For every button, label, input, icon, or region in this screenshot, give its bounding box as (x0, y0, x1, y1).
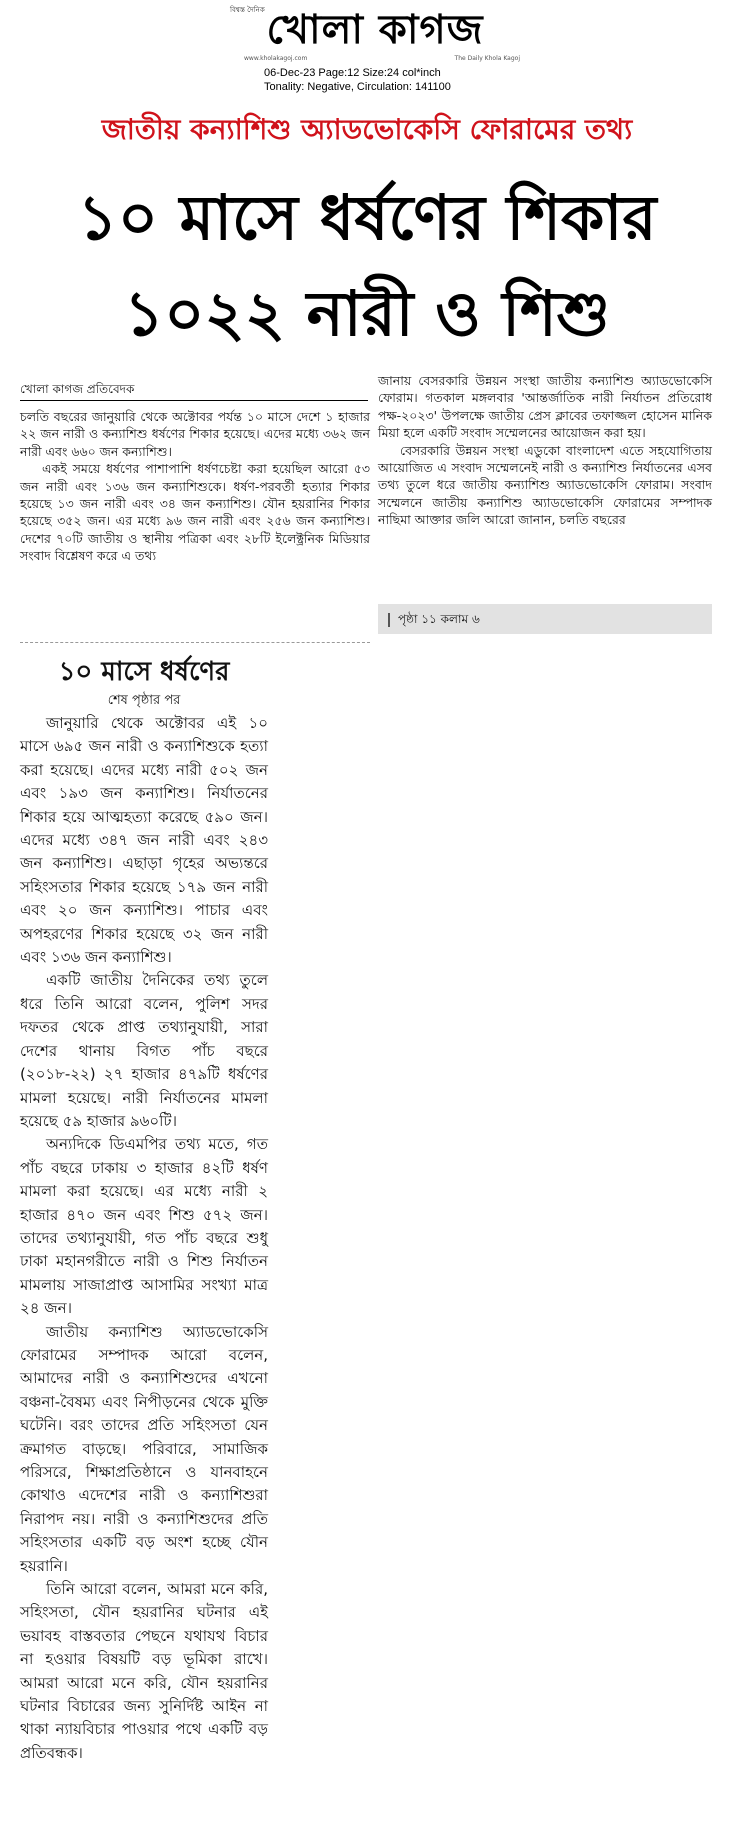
masthead-website: www.kholakagoj.com (244, 55, 308, 62)
article-kicker: জাতীয় কন্যাশিশু অ্যাডভোকেসি ফোরামের তথ্য (101, 113, 633, 146)
jump-bar-icon (388, 613, 390, 627)
paragraph: জানায় বেসরকারি উন্নয়ন সংস্থা জাতীয় কন্যাশিশু অ্যাডভোকেসি ফোরাম। গতকাল মঙ্গলবার 'আন্তর্জাতিক নারী নির্যাতন প্রতিরোধ পক্ষ-২০২৩' উপলক্ষে জাতীয় প্রেস ক্লাবের তফাজ্জল হোসেন মানিক মিয়া হলে একটি সংবাদ সম্মেলনের আয়োজন করা হয়। (378, 373, 712, 441)
clip-meta-line2: Tonality: Negative, Circulation: 141100 (264, 81, 451, 93)
clip-meta-line1: 06-Dec-23 Page:12 Size:24 col*inch (264, 67, 441, 79)
section-divider (20, 642, 370, 643)
headline-line-1: ১০ মাসে ধর্ষণের শিকার (77, 181, 657, 254)
masthead-english-name: The Daily Khola Kagoj (454, 55, 520, 62)
paragraph: চলতি বছরের জানুয়ারি থেকে অক্টোবর পর্যন্ত ১০ মাসে দেশে ১ হাজার ২২ জন নারী ও কন্যাশিশু ধর্ষণের শিকার হয়েছে। এদের মধ্যে ৩৬২ জন নারী এবং ৬৬০ জন কন্যাশিশু। (20, 409, 370, 459)
headline-line-2: ১০২২ নারী ও শিশু (123, 277, 611, 350)
clip-metadata (264, 66, 504, 94)
article-column-1 (20, 408, 370, 565)
continuation-subhead: শেষ পৃষ্ঠার পর (107, 693, 181, 708)
paragraph: জানুয়ারি থেকে অক্টোবর এই ১০ মাসে ৬৯৫ জন নারী ও কন্যাশিশুকে হত্যা করা হয়েছে। এদের মধ্যে নারী ৫০২ জন এবং ১৯৩ জন কন্যাশিশু। নির্যাতনের শিকার হয়ে আত্মহত্যা করেছে ৫৯০ জন। এদের মধ্যে ৩৪৭ জন নারী এবং ২৪৩ জন কন্যাশিশু। এছাড়া গৃহের অভ্যন্তরে সহিংসতার শিকার হয়েছে ১৭৯ জন নারী এবং ২০ জন কন্যাশিশু। পাচার এবং অপহরণের শিকার হয়েছে ৩২ জন নারী এবং ১৩৬ জন কন্যাশিশু। (20, 714, 268, 967)
paragraph: বেসরকারি উন্নয়ন সংস্থা এডুকো বাংলাদেশ এতে সহযোগিতায় আয়োজিত এ সংবাদ সম্মেলনেই নারী ও কন্যাশিশু নির্যাতনের এসব তথ্য তুলে ধরে জাতীয় কন্যাশিশু অ্যাডভোকেসি ফোরাম। সংবাদ সম্মেলনে জাতীয় কন্যাশিশু অ্যাডভোকেসি ফোরামের সম্পাদক নাছিমা আক্তার জলি আরো জানান, চলতি বছরের (378, 442, 712, 528)
paragraph: একটি জাতীয় দৈনিকের তথ্য তুলে ধরে তিনি আরো বলেন, পুলিশ সদর দফতর থেকে প্রাপ্ত তথ্যানুযায়ী, সারা দেশের থানায় বিগত পাঁচ বছরে (২০১৮-২২) ২৭ হাজার ৪৭৯টি ধর্ষণের মামলা হয়েছে। নারী নির্যাতনের মামলা হয়েছে ৫৯ হাজার ৯৬০টি। (20, 971, 268, 1130)
paragraph: অন্যদিকে ডিএমপির তথ্য মতে, গত পাঁচ বছরে ঢাকায় ৩ হাজার ৪২টি ধর্ষণ মামলা করা হয়েছে। এর মধ্যে নারী ২ হাজার ৪৭০ জন এবং শিশু ৫৭২ জন। তাদের তথ্যানুযায়ী, গত পাঁচ বছরে শুধু ঢাকা মহানগরীতে নারী ও শিশু নির্যাতন মামলায় সাজাপ্রাপ্ত আসামির সংখ্যা মাত্র ২৪ জন। (20, 1135, 268, 1318)
paragraph: একই সময়ে ধর্ষণের পাশাপাশি ধর্ষণচেষ্টা করা হয়েছিল আরো ৫৩ জন নারী এবং ১৩৬ জন কন্যাশিশুকে। ধর্ষণ-পরবর্তী হত্যার শিকার হয়েছে ১৩ জন নারী এবং ৩৪ জন কন্যাশিশু। যৌন হয়রানির শিকার হয়েছে ৩৫২ জন। এর মধ্যে ৯৬ জন নারী এবং ২৫৬ জন কন্যাশিশু। দেশের ৭০টি জাতীয় ও স্থানীয় পত্রিকা এবং ২৮টি ইলেক্ট্রনিক মিডিয়ার সংবাদ বিশ্লেষণ করে এ তথ্য (20, 461, 370, 564)
masthead-tagline: বিশ্বস্ত দৈনিক (230, 6, 265, 14)
article-byline: খোলা কাগজ প্রতিবেদক (20, 381, 368, 401)
article-headline (0, 170, 734, 362)
paragraph: জাতীয় কন্যাশিশু অ্যাডভোকেসি ফোরামের সম্পাদক আরো বলেন, আমাদের নারী ও কন্যাশিশুদের এখনো বঞ্চনা-বৈষম্য এবং নিপীড়নের থেকে মুক্তি ঘটেনি। বরং তাদের প্রতি সহিংসতা যেন ক্রমাগত বাড়ছে। পরিবারে, সামাজিক পরিসরে, শিক্ষাপ্রতিষ্ঠানে ও যানবাহনে কোথাও এদেশের নারী ও কন্যাশিশুরা নিরাপদ নয়। নারী ও কন্যাশিশুদের প্রতি সহিংসতার একটি বড় অংশ হচ্ছে যৌন হয়রানি। (20, 1322, 268, 1575)
paragraph: তিনি আরো বলেন, আমরা মনে করি, সহিংসতা, যৌন হয়রানির ঘটনার এই ভয়াবহ বাস্তবতার পেছনে যথাযথ বিচার না হওয়ার বিষয়টি বড় ভূমিকা রাখে। আমরা আরো মনে করি, যৌন হয়রানির ঘটনার বিচারের জন্য সুনির্দিষ্ট আইন না থাকা ন্যায়বিচার পাওয়ার পথে একটি বড় প্রতিবন্ধক। (20, 1580, 268, 1762)
continuation-column (20, 712, 268, 1765)
article-column-2 (378, 372, 712, 529)
continuation-jump-box (378, 604, 712, 634)
continuation-headline: ১০ মাসে ধর্ষণের (58, 657, 230, 687)
newspaper-masthead (230, 4, 520, 66)
jump-label: পৃষ্ঠা ১১ কলাম ৬ (398, 612, 480, 626)
newspaper-logo: খোলা কাগজ (266, 6, 484, 53)
